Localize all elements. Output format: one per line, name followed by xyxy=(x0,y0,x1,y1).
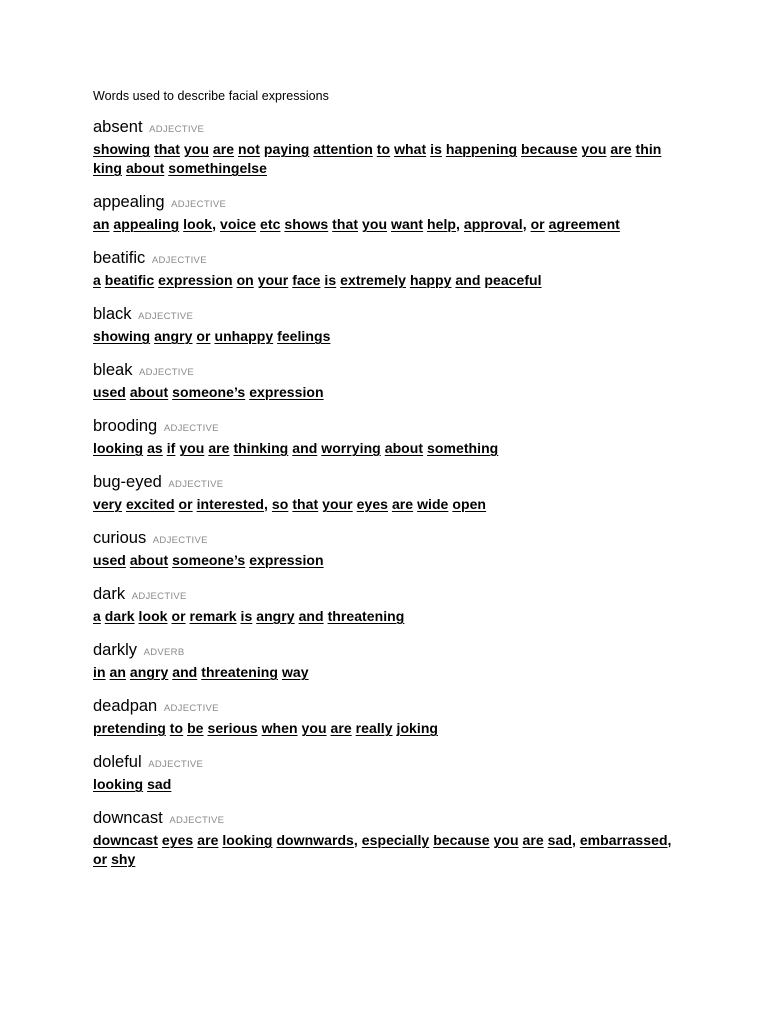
entry-darkly xyxy=(93,640,693,682)
definition-line xyxy=(93,383,693,402)
headword: deadpan xyxy=(93,697,158,715)
headword: darkly xyxy=(93,641,138,659)
entry-headline xyxy=(93,248,693,271)
definition-word-link[interactable]: and xyxy=(172,664,198,680)
part-of-speech-label: ADJECTIVE xyxy=(169,815,225,826)
definition-word-link[interactable]: look xyxy=(138,608,168,624)
definition-word-link[interactable]: attention xyxy=(313,141,373,157)
definition-word-link[interactable]: are xyxy=(610,141,632,157)
entry-headline xyxy=(93,117,693,140)
definition-word-link[interactable]: your xyxy=(257,272,289,288)
definition-word-link[interactable]: about xyxy=(384,440,424,456)
headword: black xyxy=(93,305,132,323)
definition-word-link[interactable]: downcast xyxy=(93,832,158,848)
definition-word-link[interactable]: you xyxy=(581,141,607,157)
definition-line: downcast eyes are looking downwards, especially because you are sad, embarrassed, xyxy=(93,832,672,848)
definition-word-link[interactable]: looking xyxy=(93,776,144,792)
definition-word-link[interactable]: you xyxy=(301,720,327,736)
definition-line xyxy=(93,159,693,178)
definition-word-link[interactable]: are xyxy=(391,496,414,512)
definition-word-link[interactable]: are xyxy=(208,440,230,456)
entry-curious xyxy=(93,528,693,570)
definition-word-link[interactable]: or xyxy=(171,608,186,624)
entry-headline xyxy=(93,192,693,215)
definition-word-link[interactable]: downwards xyxy=(276,832,354,848)
definition-word-link[interactable]: eyes xyxy=(356,496,388,512)
definition-word-link[interactable]: showing xyxy=(93,141,151,157)
definition-word-link[interactable]: looking xyxy=(93,440,144,456)
definition-word-link[interactable]: when xyxy=(261,720,298,736)
definition-word-link[interactable]: or xyxy=(178,496,193,512)
definition-word-link[interactable]: a xyxy=(93,608,101,624)
definition-line xyxy=(93,271,693,290)
definition-word-link[interactable]: shy xyxy=(111,851,136,867)
definition-word-link[interactable]: remark xyxy=(189,608,237,624)
definition-word-link[interactable]: something xyxy=(427,440,499,456)
part-of-speech-label: ADJECTIVE xyxy=(149,124,205,135)
definition-word-link[interactable]: what xyxy=(394,141,427,157)
entry-dark xyxy=(93,584,693,626)
definition-word-link[interactable]: that xyxy=(332,216,359,232)
headword: doleful xyxy=(93,753,142,771)
entry-headline xyxy=(93,360,693,383)
definition-word-link[interactable]: expression xyxy=(249,384,324,400)
document-title: Words used to describe facial expressions xyxy=(93,89,329,103)
definition-word-link[interactable]: be xyxy=(187,720,204,736)
definition-word-link[interactable]: if xyxy=(166,440,176,456)
definition-line xyxy=(93,719,693,738)
entry-list xyxy=(93,117,693,869)
document-page xyxy=(93,88,693,883)
headword: downcast xyxy=(93,809,163,827)
definition-word-link[interactable]: about xyxy=(129,384,169,400)
definition-word-link[interactable]: want xyxy=(391,216,424,232)
headword: curious xyxy=(93,529,147,547)
definition-word-link[interactable]: approval xyxy=(463,216,523,232)
part-of-speech-label: ADVERB xyxy=(143,647,185,658)
definition-word-link[interactable]: angry xyxy=(256,608,295,624)
entry-headline xyxy=(93,696,693,719)
definition-word-link[interactable]: someone’s xyxy=(172,384,246,400)
definition-word-link[interactable]: to xyxy=(376,141,391,157)
part-of-speech-label: ADJECTIVE xyxy=(138,311,194,322)
definition-word-link[interactable]: shows xyxy=(284,216,329,232)
definition-word-link[interactable]: an xyxy=(93,216,110,232)
headword: beatific xyxy=(93,249,146,267)
definition-word-link[interactable]: threatening xyxy=(201,664,279,680)
entry-deadpan xyxy=(93,696,693,738)
definition-word-link[interactable]: as xyxy=(147,440,163,456)
entry-headline xyxy=(93,808,693,831)
definition-word-link[interactable]: is xyxy=(240,608,253,624)
definition-word-link[interactable]: and xyxy=(455,272,481,288)
definition-line xyxy=(93,140,693,159)
definition-word-link[interactable]: used xyxy=(93,552,126,568)
entry-black xyxy=(93,304,693,346)
definition-word-link[interactable]: and xyxy=(292,440,318,456)
definition-line xyxy=(93,439,693,458)
definition-word-link[interactable]: way xyxy=(281,664,309,680)
entry-headline xyxy=(93,304,693,327)
definition-word-link[interactable]: beatific xyxy=(104,272,155,288)
definition-word-link[interactable]: about xyxy=(125,160,165,176)
definition-word-link[interactable]: because xyxy=(521,141,578,157)
part-of-speech-label: ADJECTIVE xyxy=(139,367,195,378)
entry-appealing xyxy=(93,192,693,234)
definition-word-link[interactable]: happening xyxy=(445,141,518,157)
definition-word-link[interactable]: feelings xyxy=(277,328,331,344)
entry-beatific xyxy=(93,248,693,290)
definition-word-link[interactable]: thinking xyxy=(233,440,289,456)
definition-line xyxy=(93,850,693,869)
definition-word-link[interactable]: open xyxy=(452,496,487,512)
entry-headline xyxy=(93,472,693,495)
definition-word-link[interactable]: is xyxy=(324,272,337,288)
definition-word-link[interactable]: interested xyxy=(196,496,265,512)
definition-word-link[interactable]: your xyxy=(322,496,353,512)
definition-word-link[interactable]: thin xyxy=(635,141,662,157)
definition-word-link[interactable]: that xyxy=(154,141,180,157)
definition-word-link[interactable]: paying xyxy=(263,141,310,157)
definition-word-link[interactable]: you xyxy=(183,141,209,157)
definition-word-link[interactable]: are xyxy=(330,720,352,736)
definition-word-link[interactable]: help xyxy=(427,216,457,232)
definition-word-link[interactable]: sad xyxy=(547,832,572,848)
entry-bleak xyxy=(93,360,693,402)
definition-word-link[interactable]: threatening xyxy=(327,608,405,624)
definition-word-link[interactable]: on xyxy=(236,272,254,288)
definition-word-link[interactable]: someone’s xyxy=(172,552,246,568)
definition-word-link[interactable]: in xyxy=(93,664,106,680)
headword: bug-eyed xyxy=(93,473,162,491)
definition-word-link[interactable]: look xyxy=(183,216,213,232)
definition-word-link[interactable]: face xyxy=(292,272,321,288)
entry-headline xyxy=(93,416,693,439)
definition-word-link[interactable]: angry xyxy=(129,664,169,680)
definition-word-link[interactable]: angry xyxy=(154,328,193,344)
definition-word-link[interactable]: because xyxy=(433,832,490,848)
headword: bleak xyxy=(93,361,133,379)
part-of-speech-label: ADJECTIVE xyxy=(171,199,227,210)
definition-word-link[interactable]: worrying xyxy=(321,440,381,456)
part-of-speech-label: ADJECTIVE xyxy=(131,591,187,602)
definition-word-link[interactable]: not xyxy=(238,141,260,157)
definition-word-link[interactable]: wide xyxy=(417,496,449,512)
definition-word-link[interactable]: a xyxy=(93,272,101,288)
definition-word-link[interactable]: are xyxy=(212,141,235,157)
definition-line xyxy=(93,551,693,570)
entry-headline xyxy=(93,640,693,663)
entry-headline xyxy=(93,584,693,607)
definition-line xyxy=(93,607,693,626)
definition-word-link[interactable]: is xyxy=(430,141,442,157)
definition-word-link[interactable]: or xyxy=(196,328,211,344)
definition-word-link[interactable]: pretending xyxy=(93,720,166,736)
definition-word-link[interactable]: you xyxy=(179,440,205,456)
definition-word-link[interactable]: embarrassed xyxy=(579,832,668,848)
definition-word-link[interactable]: about xyxy=(129,552,169,568)
definition-word-link[interactable]: or xyxy=(530,216,545,232)
headword: brooding xyxy=(93,417,158,435)
definition-word-link[interactable]: so xyxy=(271,496,289,512)
definition-word-link[interactable]: that xyxy=(292,496,319,512)
definition-line: an appealing look, voice etc shows that you want help, approval, or agreement xyxy=(93,216,620,232)
definition-word-link[interactable]: peaceful xyxy=(484,272,542,288)
definition-word-link[interactable]: joking xyxy=(396,720,439,736)
definition-word-link[interactable]: used xyxy=(93,384,126,400)
entry-absent xyxy=(93,117,693,178)
entry-brooding xyxy=(93,416,693,458)
definition-word-link[interactable]: unhappy xyxy=(214,328,274,344)
part-of-speech-label: ADJECTIVE xyxy=(168,479,224,490)
definition-word-link[interactable]: somethingelse xyxy=(168,160,267,176)
definition-line: very excited or interested, so that your eyes are wide open xyxy=(93,496,487,512)
definition-word-link[interactable]: expression xyxy=(158,272,233,288)
definition-word-link[interactable]: excited xyxy=(125,496,175,512)
entry-doleful xyxy=(93,752,693,794)
definition-word-link[interactable]: are xyxy=(522,832,544,848)
definition-word-link[interactable]: agreement xyxy=(548,216,620,232)
headword: absent xyxy=(93,118,143,136)
definition-word-link[interactable]: appealing xyxy=(113,216,180,232)
definition-word-link[interactable]: serious xyxy=(207,720,258,736)
definition-word-link[interactable]: sad xyxy=(147,776,172,792)
headword: dark xyxy=(93,585,126,603)
definition-word-link[interactable]: king xyxy=(93,160,122,176)
definition-word-link[interactable]: are xyxy=(197,832,219,848)
part-of-speech-label: ADJECTIVE xyxy=(163,703,219,714)
definition-word-link[interactable]: extremely xyxy=(340,272,406,288)
definition-line xyxy=(93,327,693,346)
definition-word-link[interactable]: dark xyxy=(104,608,135,624)
definition-word-link[interactable]: you xyxy=(362,216,388,232)
part-of-speech-label: ADJECTIVE xyxy=(163,423,219,434)
definition-line xyxy=(93,775,693,794)
part-of-speech-label: ADJECTIVE xyxy=(151,255,207,266)
part-of-speech-label: ADJECTIVE xyxy=(148,759,204,770)
definition-word-link[interactable]: voice xyxy=(220,216,257,232)
entry-bug-eyed xyxy=(93,472,693,514)
definition-word-link[interactable]: expression xyxy=(249,552,324,568)
definition-word-link[interactable]: very xyxy=(93,496,123,512)
entry-downcast xyxy=(93,808,693,869)
definition-word-link[interactable]: really xyxy=(355,720,393,736)
definition-word-link[interactable]: etc xyxy=(260,216,281,232)
definition-word-link[interactable]: you xyxy=(493,832,519,848)
part-of-speech-label: ADJECTIVE xyxy=(152,535,208,546)
definition-word-link[interactable]: happy xyxy=(409,272,452,288)
definition-word-link[interactable]: and xyxy=(298,608,324,624)
definition-line xyxy=(93,663,693,682)
entry-headline xyxy=(93,752,693,775)
entry-headline xyxy=(93,528,693,551)
definition-word-link[interactable]: or xyxy=(93,851,108,867)
definition-word-link[interactable]: looking xyxy=(222,832,273,848)
definition-word-link[interactable]: showing xyxy=(93,328,151,344)
headword: appealing xyxy=(93,193,165,211)
definition-word-link[interactable]: especially xyxy=(361,832,430,848)
definition-word-link[interactable]: eyes xyxy=(161,832,194,848)
definition-word-link[interactable]: an xyxy=(109,664,126,680)
definition-word-link[interactable]: to xyxy=(169,720,184,736)
